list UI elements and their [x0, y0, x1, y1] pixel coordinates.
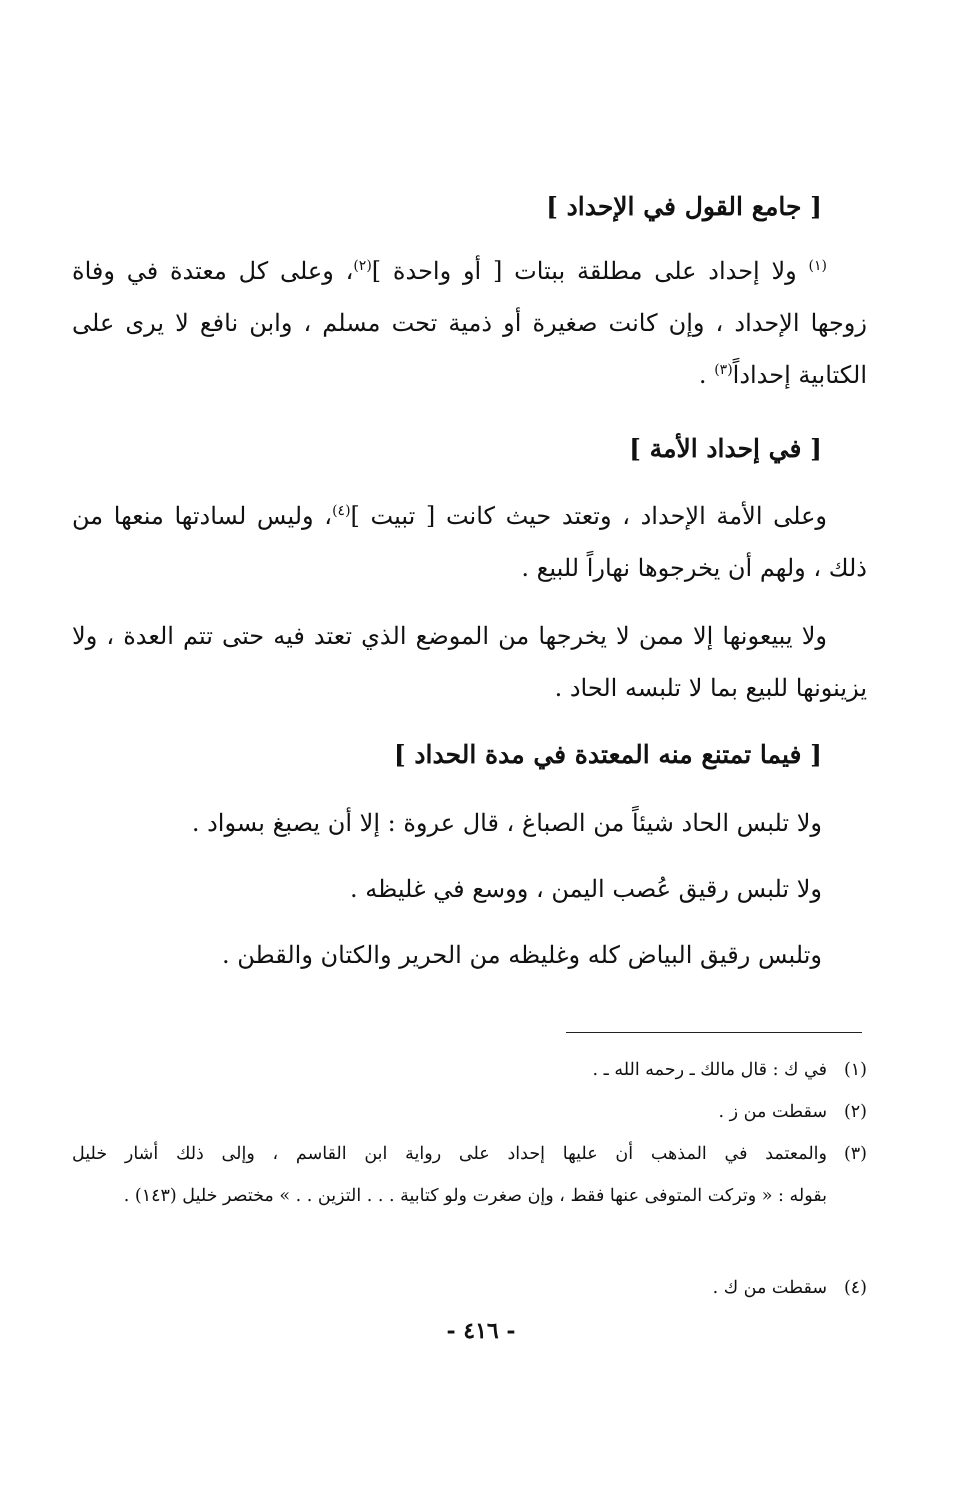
footnote-text: في ك : قال مالك ـ رحمه الله ـ .: [592, 1060, 827, 1080]
section-heading-slave-mourning: [ في إحداد الأمة ]: [629, 434, 822, 463]
paragraph-slave-mourning: [72, 490, 867, 594]
text-segment: وعلى الأمة الإحداد ، وتعتد حيث كانت [ تبيت ]: [350, 502, 827, 530]
footnote-text: سقطت من ز .: [718, 1102, 827, 1122]
paragraph-selling: ولا يبيعونها إلا ممن لا يخرجها من الموضع الذي تعتد فيه حتى تتم العدة ، ولا يزينونها للبيع بما لا تلبسه الحاد .: [72, 622, 867, 702]
text-segment: ولا إحداد على مطلقة ببتات [ أو واحدة ]: [371, 257, 809, 285]
text-segment: ، وليس لسادتها منعها من ذلك ، ولهم أن يخرجوها نهاراً للبيع .: [72, 502, 867, 582]
footnote-ref-3: (٣): [714, 362, 733, 378]
text-line-white-cloth: وتلبس رقيق البياض كله وغليظه من الحرير والكتان والقطن .: [221, 941, 822, 969]
page-number: - ٤١٦ -: [446, 1318, 516, 1344]
footnote-ref-4: (٤): [332, 503, 351, 519]
text-line-dye: ولا تلبس الحاد شيئاً من الصباغ ، قال عروة : إلا أن يصبغ بسواد .: [191, 809, 822, 837]
footnote-number: (٤): [843, 1278, 867, 1298]
footnote-1: [72, 1054, 867, 1086]
text-segment: .: [698, 361, 715, 389]
footnote-ref-2: (٢): [353, 258, 372, 274]
section-heading-prohibitions: [ فيما تمتنع منه المعتدة في مدة الحداد ]: [393, 740, 822, 769]
footnote-text: والمعتمد في المذهب أن عليها إحداد على رواية ابن القاسم ، وإلى ذلك أشار خليل: [72, 1144, 827, 1164]
text-segment: ، وعلى كل معتدة في وفاة زوجها الإحداد ، وإن كانت صغيرة أو ذمية تحت مسلم ، وابن نافع لا يرى على الكتابية إحداداً: [72, 257, 867, 389]
footnote-ref-1: (١): [808, 258, 828, 274]
footnote-separator: [566, 1032, 862, 1033]
section-heading-mourning: [ جامع القول في الإحداد ]: [546, 192, 822, 221]
footnote-3-continuation: بقوله : « وتركت المتوفى عنها فقط ، وإن صغرت ولو كتابية . . . التزين . . » مختصر خليل (١٤٣) .: [123, 1186, 827, 1206]
footnote-2: [72, 1096, 867, 1128]
footnote-number: (٢): [843, 1102, 867, 1122]
footnote-number: (١): [843, 1060, 867, 1080]
footnote-number: (٣): [843, 1144, 867, 1164]
footnote-4: [72, 1272, 867, 1304]
footnote-3: [72, 1138, 867, 1170]
footnote-text: سقطت من ك .: [712, 1278, 827, 1298]
text-line-yemen-cloth: ولا تلبس رقيق عُصب اليمن ، ووسع في غليظه .: [350, 875, 822, 903]
paragraph-mourning-rules: [72, 245, 867, 401]
